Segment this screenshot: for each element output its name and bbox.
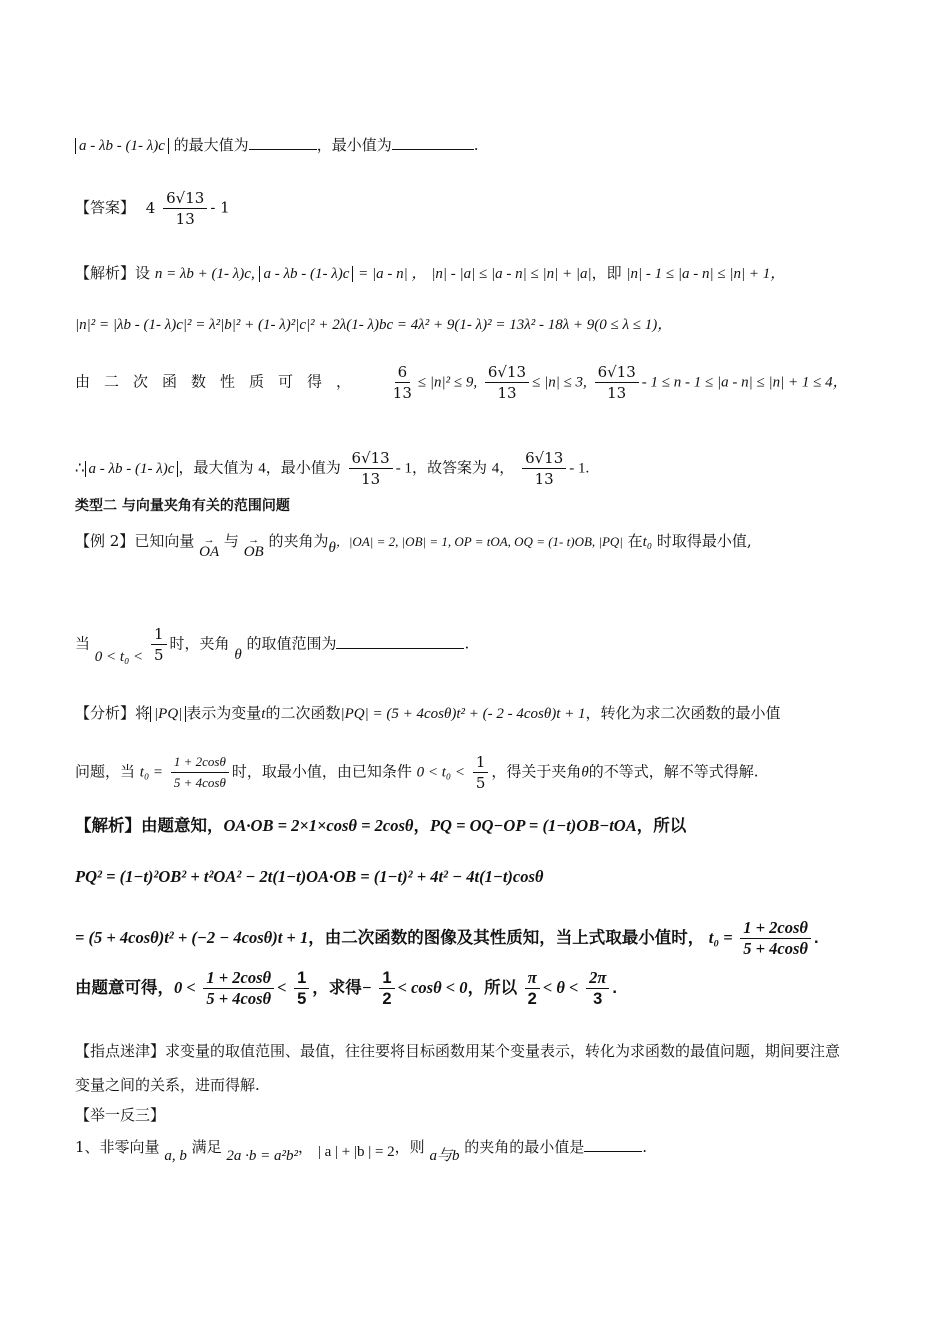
fenxi-text4: ，转化为求二次函数的最小值 xyxy=(585,704,781,722)
example2-text-angle2: 时，夹角 xyxy=(169,634,230,653)
example2-text: 已知向量 xyxy=(134,532,195,550)
answer-suffix: - 1 xyxy=(210,198,230,217)
q3-vars: a, b xyxy=(164,1148,187,1164)
analysis1-line4-end: - 1. xyxy=(569,460,590,477)
period: . xyxy=(642,1138,648,1156)
frac-num: 1 + 2cosθ xyxy=(171,752,229,773)
example2-text-angle: 的夹角为 xyxy=(268,532,329,550)
cos-range: < cosθ < 0 xyxy=(397,977,468,997)
q3-cond2: | a | + |b | = 2 xyxy=(317,1144,395,1160)
frac-den: 5 xyxy=(475,774,486,792)
q1-line xyxy=(75,134,910,157)
analysis1-ineq-1: ≤ |n|² ≤ 9, xyxy=(417,374,478,391)
frac-num: 6√13 xyxy=(349,448,393,469)
q3-text-manzu: 满足 xyxy=(191,1138,222,1156)
therefore-symbol: ∴ xyxy=(75,458,85,477)
t0-eq: t₀ = xyxy=(708,927,733,947)
juyi-label: 【举一反三】 xyxy=(75,1106,166,1124)
analysis1-line3 xyxy=(75,362,910,403)
answer-fraction xyxy=(163,188,207,229)
frac-t0-b xyxy=(203,968,274,1009)
example2-dang: 当 xyxy=(75,634,91,653)
jiexi2-label: 【解析】 xyxy=(75,817,141,835)
jiexi2-line3 xyxy=(75,918,910,959)
q3-text-ze: ，则 xyxy=(394,1138,425,1156)
frac-num: 6√13 xyxy=(595,362,639,383)
theta-symbol: θ xyxy=(581,764,589,781)
analysis1-line4-max-text: ，最大值为 xyxy=(178,458,254,477)
example2-answer-blank xyxy=(336,634,464,649)
frac-num: 1 xyxy=(379,968,394,989)
frac-1-5-c xyxy=(294,968,309,1009)
fenxi-line2-text2: 时，取最小值，由已知条件 xyxy=(231,762,412,781)
answer-value-1: 4 xyxy=(145,198,156,217)
vector-ob: → OB xyxy=(244,541,264,563)
frac-t0 xyxy=(740,918,811,959)
analysis1-line1 xyxy=(75,262,910,285)
frac-6sqrt13-13-b xyxy=(595,362,639,403)
frac-num: 1 + 2cosθ xyxy=(203,968,274,989)
frac-num: 1 xyxy=(151,624,167,645)
q3-answer-blank xyxy=(584,1137,642,1152)
jiexi2-suoyi2: ，所以 xyxy=(467,978,518,997)
analysis1-ineq-3: - 1 ≤ n - 1 ≤ |a - n| ≤ |n| + 1 ≤ 4， xyxy=(641,374,848,391)
q1-min-blank xyxy=(392,135,474,150)
analysis1-ineq-2: ≤ |n| ≤ 3, xyxy=(532,374,587,391)
fenxi-line2-text: 问题，当 xyxy=(75,762,136,781)
period: . xyxy=(464,634,470,653)
q3-text-angle: 的夹角的最小值是 xyxy=(464,1138,585,1156)
jiexi2-text4: ，求得 xyxy=(312,978,362,997)
q1-end: . xyxy=(473,136,479,154)
frac-cos xyxy=(171,752,229,793)
zhidian-line1 xyxy=(75,1040,910,1062)
comma: ， xyxy=(413,817,430,835)
analysis1-label: 【解析】 xyxy=(75,264,136,282)
fenxi-line1 xyxy=(75,702,910,725)
frac-den: 2 xyxy=(382,990,392,1008)
analysis1-line4-four: 4 xyxy=(491,460,500,477)
frac-num: 6√13 xyxy=(522,448,566,469)
lt: < xyxy=(277,977,287,997)
q1-min-text: ，最小值为 xyxy=(316,136,392,154)
frac-num: 1 xyxy=(294,968,309,989)
answer-fraction-den: 13 xyxy=(175,210,195,228)
example2-range-text: 的取值范围为 xyxy=(246,634,337,653)
t0-symbol: t₀ xyxy=(642,534,653,550)
fenxi-line2-text4: 的不等式，解不等式得解. xyxy=(588,762,759,781)
frac-den: 5 xyxy=(297,990,307,1008)
jiexi2-line2 xyxy=(75,866,910,888)
fenxi-formula: |PQ| = (5 + 4cosθ)t² + (- 2 - 4cosθ)t + 1 xyxy=(340,706,586,722)
analysis1-formula-abs: a - λb - (1- λ)c xyxy=(259,266,353,282)
analysis1-formula-n: n = λb + (1- λ)c, xyxy=(154,266,255,282)
frac-den: 2 xyxy=(527,990,537,1008)
example2-line2 xyxy=(75,624,910,665)
fenxi-line2-text3: ，得关于夹角 xyxy=(491,762,582,781)
zhidian-label: 【指点迷津】 xyxy=(75,1042,166,1060)
frac-1-5-b xyxy=(473,752,489,793)
theta-symbol: θ xyxy=(234,646,242,663)
analysis1-formula-range: |n| - 1 ≤ |a - n| ≤ |n| + 1， xyxy=(626,266,786,282)
q1-max-blank xyxy=(249,135,317,150)
q3-number: 1、非零向量 xyxy=(75,1138,160,1156)
analysis1-formula-eq: = |a - n| ， xyxy=(358,266,427,282)
jiexi2-quadratic: = (5 + 4cosθ)t² + (−2 − 4cosθ)t + 1 xyxy=(75,927,309,947)
jiexi2-expansion: PQ² = (1−t)²OB² + t²OA² − 2t(1−t)OA·OB = (1−t)² + 4t² − 4t(1−t)cosθ xyxy=(75,867,544,886)
frac-den: 13 xyxy=(497,384,517,402)
frac-den: 5 xyxy=(153,646,164,664)
frac-den: 13 xyxy=(534,470,554,488)
zhidian-line2: 变量之间的关系，进而得解. xyxy=(75,1076,260,1094)
frac-den: 13 xyxy=(392,384,412,402)
analysis1-line4-min-text: ，最小值为 xyxy=(265,458,341,477)
frac-den: 5 + 4cosθ xyxy=(743,939,808,958)
t0-eq: t₀ = xyxy=(139,764,164,781)
analysis1-line4-max: 4 xyxy=(258,460,266,477)
zhidian-text1: 求变量的取值范围、最值，往往要将目标函数用某个变量表示，转化为求函数的最值问题，期间要注意 xyxy=(165,1042,841,1060)
frac-num: 6 xyxy=(395,362,411,383)
example2-text-zai: 在 xyxy=(627,532,643,550)
analysis1-text: 设 xyxy=(135,264,151,282)
fenxi-label: 【分析】 xyxy=(75,704,136,722)
frac-6sqrt13-13-c xyxy=(349,448,393,489)
q3-cond1: 2a ·b = a²b² xyxy=(226,1148,299,1164)
analysis1-formula-ineq: |n| - |a| ≤ |a - n| ≤ |n| + |a| xyxy=(431,266,592,282)
jiexi2-dot: OA·OB = 2×1×cosθ = 2cosθ xyxy=(223,816,414,835)
answer-fraction-num: 6√13 xyxy=(163,188,207,209)
frac-6sqrt13-13-d xyxy=(522,448,566,489)
t-symbol: t xyxy=(261,706,266,722)
frac-num: 1 xyxy=(473,752,489,773)
frac-6-13 xyxy=(390,362,415,403)
jiexi2-suoyi: ，所以 xyxy=(636,817,687,835)
zero-lt: 0 < xyxy=(174,977,196,997)
comma: ， xyxy=(499,458,515,477)
period: . xyxy=(612,978,617,997)
jiexi2-text3: 由题意可得， xyxy=(75,978,174,997)
frac-num: 1 + 2cosθ xyxy=(740,918,811,939)
jiexi2-line1 xyxy=(75,815,910,837)
analysis1-line4 xyxy=(75,448,910,489)
fenxi-line2 xyxy=(75,752,910,793)
fenxi-text3: 的二次函数 xyxy=(265,704,341,722)
example2-conditions: ，|OA| = 2, |OB| = 1, OP = tOA, OQ = (1- t)OB, |PQ| xyxy=(335,534,623,549)
frac-1-2 xyxy=(379,968,394,1009)
analysis1-line4-abs: a - λb - (1- λ)c xyxy=(85,461,179,477)
minus: − xyxy=(361,977,372,997)
example2-text-yu: 与 xyxy=(223,532,239,550)
q1-expression: a - λb - (1- λ)c xyxy=(75,138,169,154)
example2-ineq: 0 < t₀ < xyxy=(94,648,144,665)
frac-den: 13 xyxy=(361,470,381,488)
analysis1-line4-minus: - 1 xyxy=(395,460,412,477)
frac-den: 5 + 4cosθ xyxy=(173,775,226,790)
frac-den: 3 xyxy=(593,990,603,1008)
jiexi2-pq: PQ = OQ−OP = (1−t)OB−tOA xyxy=(429,816,637,835)
type2-title: 类型二 与向量夹角有关的范围问题 xyxy=(75,498,290,514)
frac-1-5 xyxy=(151,624,167,665)
comma: ， xyxy=(298,1138,314,1156)
answer-label: 【答案】 xyxy=(75,198,136,217)
pq-abs: |PQ| xyxy=(150,706,186,722)
example2-label: 【例 2】 xyxy=(75,532,135,550)
fenxi-text: 将 xyxy=(135,704,151,722)
jiexi2-text: 由题意知， xyxy=(141,817,224,835)
jiexi2-text2: ，由二次函数的图像及其性质知，当上式取最小值时， xyxy=(308,928,705,947)
answer-line xyxy=(75,188,910,229)
q3-ab: a与b xyxy=(429,1148,460,1164)
theta-symbol: θ xyxy=(328,540,336,556)
period: . xyxy=(813,928,819,947)
q1-max-text: 的最大值为 xyxy=(173,136,249,154)
jiexi2-line4 xyxy=(75,968,910,1009)
frac-num: 2π xyxy=(586,968,609,989)
frac-pi-2 xyxy=(525,968,540,1009)
analysis1-line2: |n|² = |λb - (1- λ)c|² = λ²|b|² + (1- λ)²|c|² + 2λ(1- λ)bc = 4λ² + 9(1- λ)² = 13λ² - 18λ + 9(0 ≤ λ ≤ 1)， xyxy=(75,317,673,333)
example2-text-min: 时取得最小值, xyxy=(656,532,752,550)
example2-line1 xyxy=(75,530,910,560)
q3-line xyxy=(75,1136,910,1164)
frac-6sqrt13-13 xyxy=(485,362,529,403)
theta-range: < θ < xyxy=(542,977,579,997)
t0-ineq: 0 < t₀ < xyxy=(416,764,466,781)
frac-den: 13 xyxy=(607,384,627,402)
frac-num: π xyxy=(525,968,540,989)
frac-num: 6√13 xyxy=(485,362,529,383)
fenxi-text2: 表示为变量 xyxy=(186,704,262,722)
vector-oa: → OA xyxy=(199,541,219,563)
frac-den: 5 + 4cosθ xyxy=(206,989,272,1008)
analysis1-line3-prefix: 由二次函数性质可得， xyxy=(75,372,366,391)
frac-2pi-3 xyxy=(586,968,609,1009)
analysis1-line4-answer-text: ，故答案为 xyxy=(411,458,487,477)
analysis1-text-ji: ，即 xyxy=(591,264,622,282)
